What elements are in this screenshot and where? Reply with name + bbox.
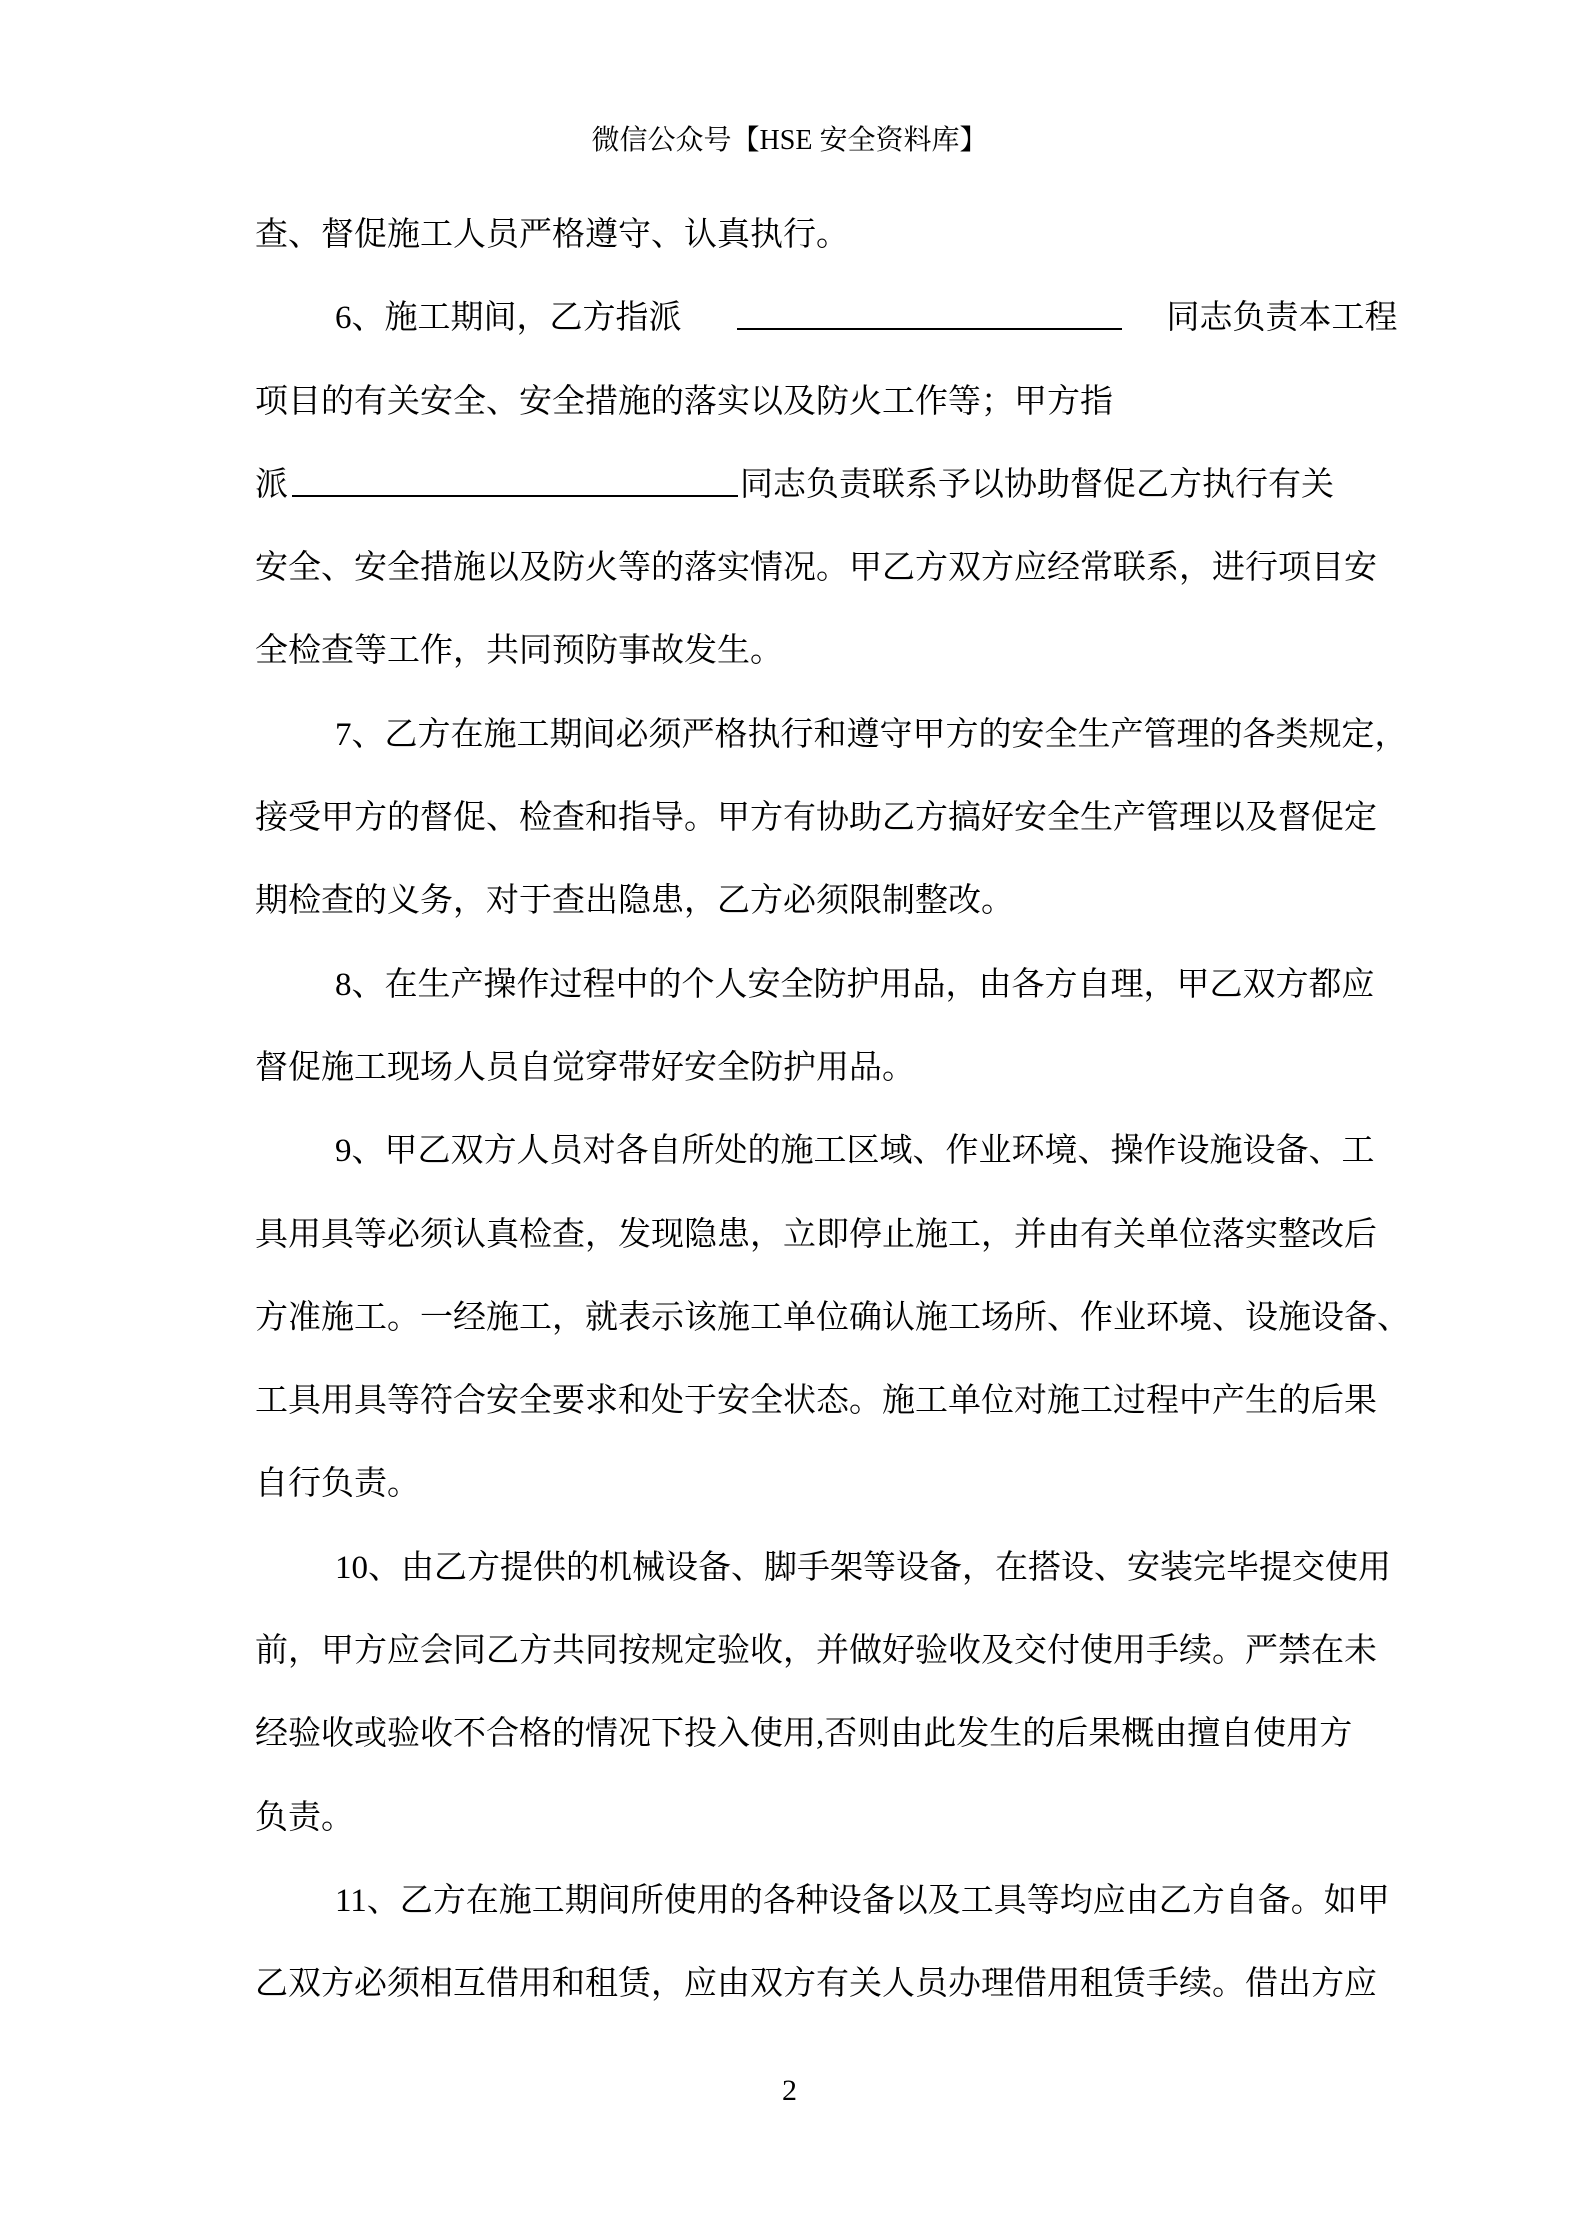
document-line: 督促施工现场人员自觉穿带好安全防护用品。 — [255, 1049, 915, 1086]
document-line: 接受甲方的督促、检查和指导。甲方有协助乙方搞好安全生产管理以及督促定 — [255, 800, 1377, 837]
clause-6-pre-text-2: 派 — [255, 466, 288, 503]
clause-6-post-text: 同志负责本工程 — [1166, 300, 1398, 337]
document-line: 期检查的义务，对于查出隐患，乙方必须限制整改。 — [255, 883, 1014, 920]
document-line: 项目的有关安全、安全措施的落实以及防火工作等；甲方指 — [255, 383, 1113, 420]
document-line: 安全、安全措施以及防火等的落实情况。甲乙方双方应经常联系，进行项目安 — [255, 550, 1377, 587]
party-b-designee-blank — [737, 298, 1122, 330]
clause-9-first-line: 9、甲乙双方人员对各自所处的施工区域、作业环境、操作设施设备、工 — [335, 1133, 1375, 1170]
clause-6-first-line — [255, 277, 1398, 360]
clause-11-first-line: 11、乙方在施工期间所使用的各种设备以及工具等均应由乙方自备。如甲 — [335, 1882, 1390, 1919]
document-line: 经验收或验收不合格的情况下投入使用,否则由此发生的后果概由擅自使用方 — [255, 1716, 1353, 1753]
page-number: 2 — [782, 2074, 797, 2107]
document-line: 查、督促施工人员严格遵守、认真执行。 — [255, 217, 849, 253]
document-line: 全检查等工作，共同预防事故发生。 — [255, 633, 783, 670]
page-header-watermark: 微信公众号【HSE 安全资料库】 — [591, 125, 988, 156]
clause-7-first-line: 7、乙方在施工期间必须严格执行和遵守甲方的安全生产管理的各类规定， — [335, 716, 1408, 753]
document-line: 自行负责。 — [255, 1466, 420, 1503]
clause-8-first-line: 8、在生产操作过程中的个人安全防护用品，由各方自理，甲乙双方都应 — [335, 966, 1375, 1003]
document-line: 负责。 — [255, 1799, 354, 1836]
document-line: 前，甲方应会同乙方共同按规定验收，并做好验收及交付使用手续。严禁在未 — [255, 1633, 1377, 1670]
document-line: 方准施工。一经施工，就表示该施工单位确认施工场所、作业环境、设施设备、 — [255, 1299, 1410, 1336]
document-line: 具用具等必须认真检查，发现隐患，立即停止施工，并由有关单位落实整改后 — [255, 1216, 1377, 1253]
clause-6-post-text-2: 同志负责联系予以协助督促乙方执行有关 — [740, 466, 1334, 503]
clause-6-blank-line — [255, 444, 1347, 527]
clause-6-pre-text: 6、施工期间，乙方指派 — [335, 300, 682, 337]
document-line: 乙双方必须相互借用和租赁，应由双方有关人员办理借用租赁手续。借出方应 — [255, 1966, 1377, 2003]
party-a-designee-blank — [292, 465, 738, 497]
clause-10-first-line: 10、由乙方提供的机械设备、脚手架等设备，在搭设、安装完毕提交使用 — [335, 1549, 1391, 1586]
document-body — [255, 194, 1410, 2027]
document-line: 工具用具等符合安全要求和处于安全状态。施工单位对施工过程中产生的后果 — [255, 1383, 1377, 1420]
